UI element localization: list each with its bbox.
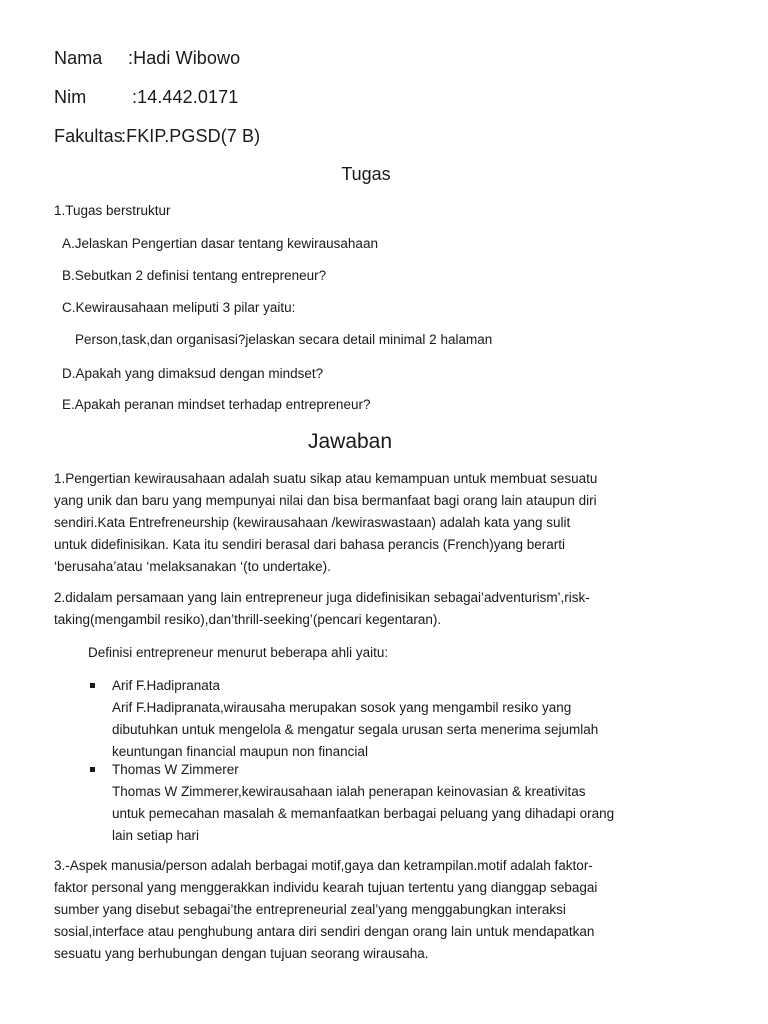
expert-2-line: lain setiap hari [112,828,200,843]
tugas-heading: 1.Tugas berstruktur [54,203,171,218]
answer-2-line: 2.didalam persamaan yang lain entrepreneur juga didefinisikan sebagai’adventurism’,risk- [54,590,590,605]
answer-1-line: yang unik dan baru yang mempunyai nilai dan bisa bermanfaat bagi orang lain ataupun diri [54,493,597,508]
expert-2-name: Thomas W Zimmerer [112,762,239,777]
expert-1-line: dibutuhkan untuk mengelola & mengatur segala urusan serta menerima sejumlah [112,722,599,737]
question-c: C.Kewirausahaan meliputi 3 pilar yaitu: [62,300,296,315]
answer-1-line: ‘berusaha’atau ‘melaksanakan ‘(to undertake). [54,559,331,574]
answer-3-line: sosial,interface atau penghubung antara diri sendiri dengan orang lain untuk mendapatkan [54,924,595,939]
nama-value: :Hadi Wibowo [128,48,241,68]
question-a: A.Jelaskan Pengertian dasar tentang kewirausahaan [62,236,378,251]
nim-label: Nim [54,87,87,107]
question-e: E.Apakah peranan mindset terhadap entrepreneur? [62,397,371,412]
nim-value: :14.442.0171 [132,87,239,107]
bullet-icon [90,767,95,772]
answer-1-line: sendiri.Kata Entrefreneurship (kewirausahaan /kewiraswastaan) adalah kata yang sulit [54,515,571,530]
fakultas-value: :FKIP.PGSD(7 B) [121,126,261,146]
answer-paragraph-2 [54,587,714,631]
expert-1-name: Arif F.Hadipranata [112,678,221,693]
fakultas-label: Fakultas [54,126,123,146]
answer-3-line: 3.-Aspek manusia/person adalah berbagai motif,gaya dan ketrampilan.motif adalah faktor- [54,858,593,873]
expert-2-line: Thomas W Zimmerer,kewirausahaan ialah penerapan keinovasian & kreativitas [112,784,586,799]
expert-2-block [112,759,614,847]
nama-label: Nama [54,48,103,68]
answer-1-line: untuk didefinisikan. Kata itu sendiri berasal dari bahasa perancis (French)yang berarti [54,537,566,552]
answer-3-line: sumber yang disebut sebagai’the entrepreneurial zeal’yang menggabungkan interaksi [54,902,566,917]
expert-1-block [112,675,598,763]
answer-1-line: 1.Pengertian kewirausahaan adalah suatu sikap atau kemampuan untuk membuat sesuatu [54,471,598,486]
answer-paragraph-1 [54,468,714,578]
question-d: D.Apakah yang dimaksud dengan mindset? [62,366,324,381]
expert-2-line: untuk pemecahan masalah & memanfaatkan berbagai peluang yang dihadapi orang [112,806,615,821]
answer-2-line: taking(mengambil resiko),dan’thrill-seeking’(pencari kegentaran). [54,612,442,627]
jawaban-title: Jawaban [307,430,393,453]
answer-3-line: faktor personal yang menggerakkan individu kearah tujuan tertentu yang dianggap sebagai [54,880,598,895]
expert-1-line: keuntungan financial maupun non financial [112,744,368,759]
answer-paragraph-3 [54,855,714,965]
definisi-intro: Definisi entrepreneur menurut beberapa ahli yaitu: [88,645,389,660]
question-c-detail: Person,task,dan organisasi?jelaskan secara detail minimal 2 halaman [75,332,493,347]
tugas-title: Tugas [341,164,391,184]
question-b: B.Sebutkan 2 definisi tentang entrepreneur? [62,268,327,283]
expert-1-line: Arif F.Hadipranata,wirausaha merupakan sosok yang mengambil resiko yang [112,700,572,715]
bullet-icon [90,683,95,688]
answer-3-line: sesuatu yang berhubungan dengan tujuan seorang wirausaha. [54,946,429,961]
